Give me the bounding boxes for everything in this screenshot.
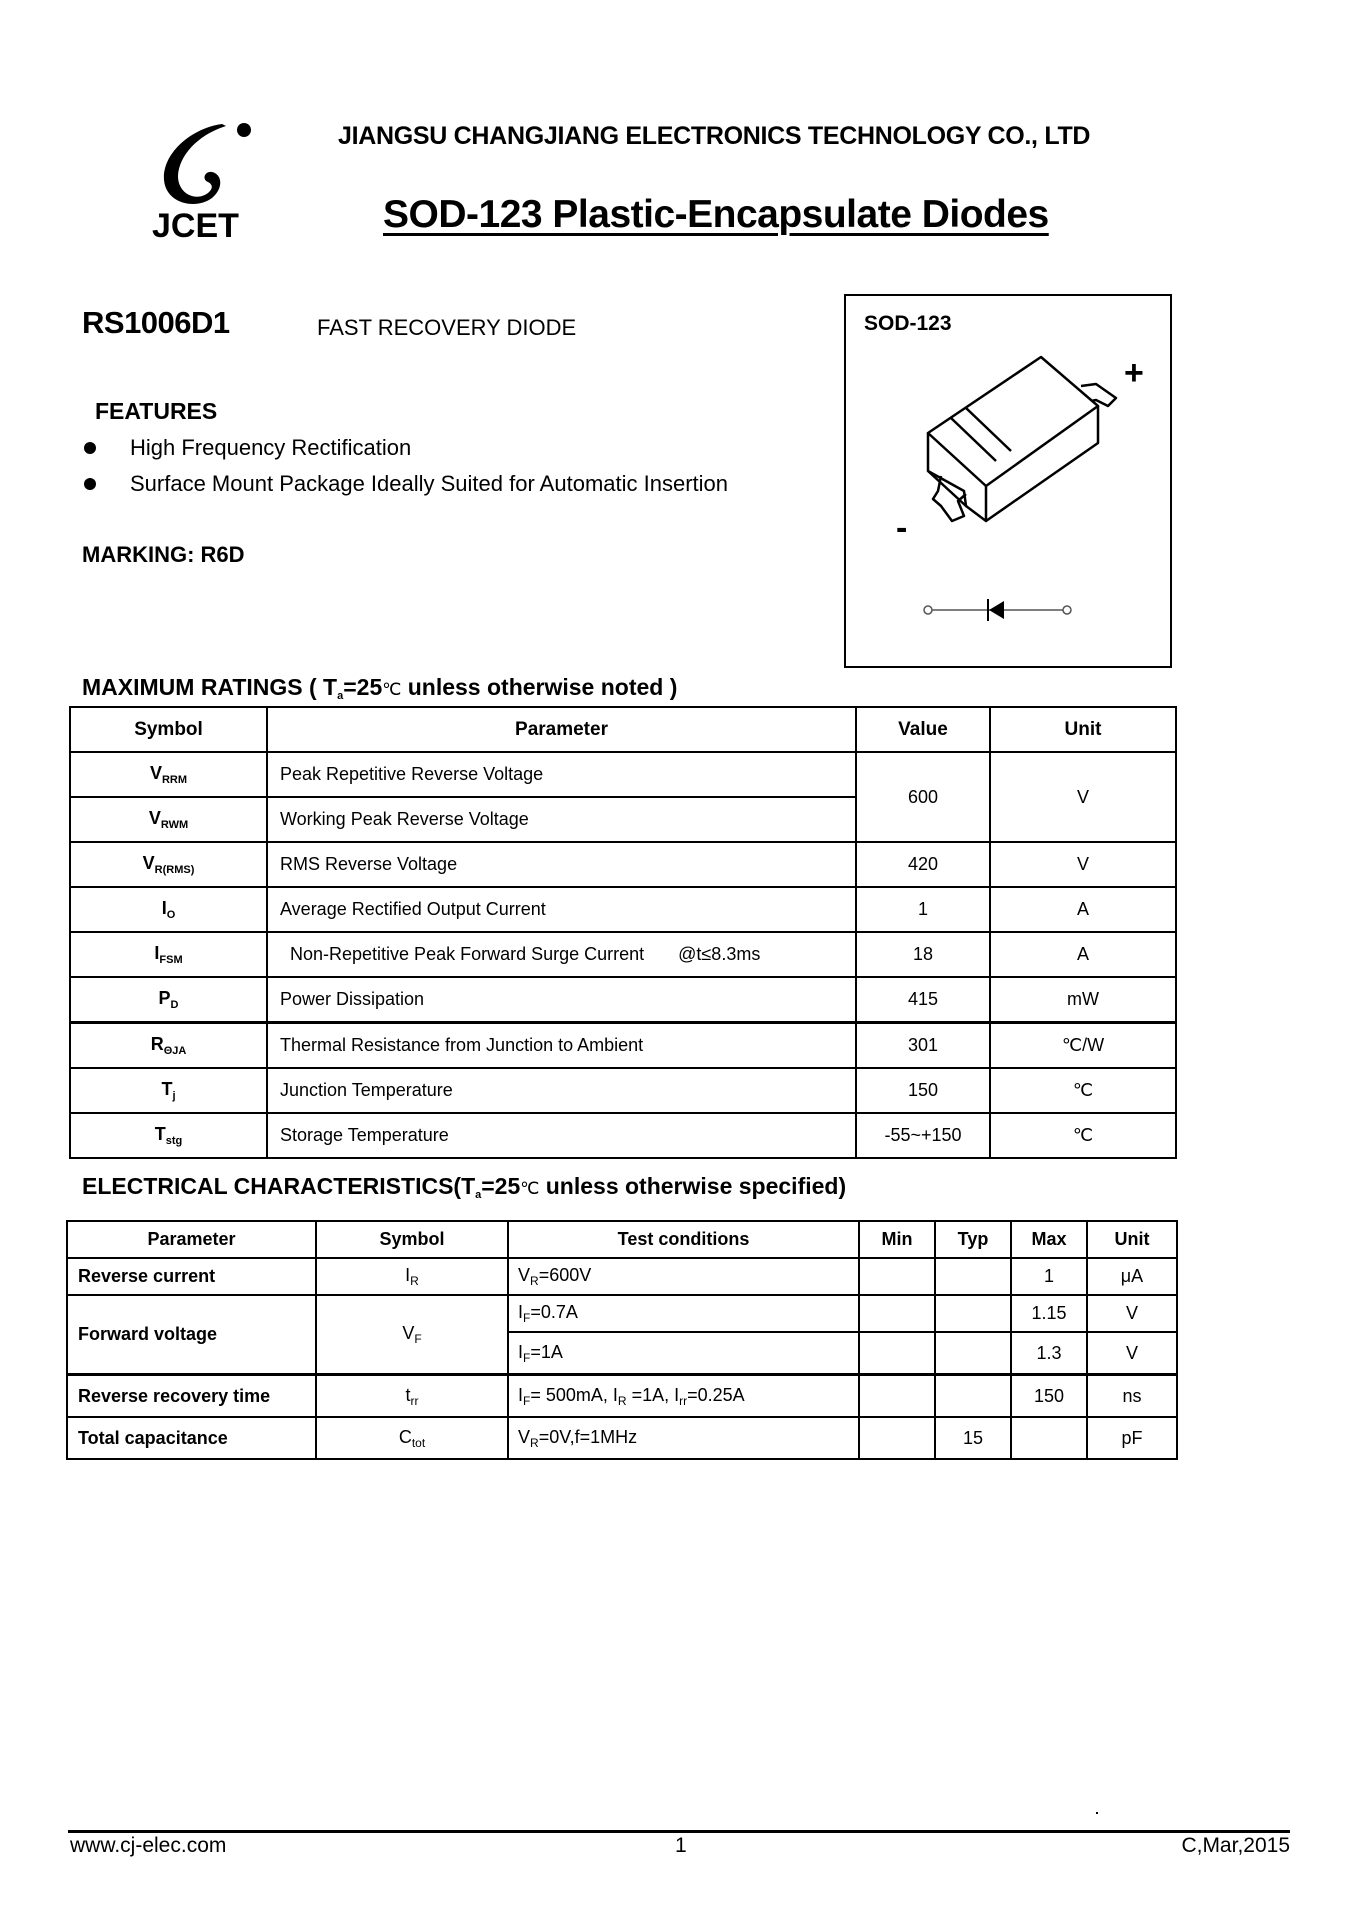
unit-cell: mW (990, 977, 1176, 1023)
parameter-cell: Non-Repetitive Peak Forward Surge Current @t≤8.3ms (267, 932, 856, 977)
marking-code: MARKING: R6D (82, 542, 245, 567)
unit-cell: V (990, 752, 1176, 842)
feature-text: Surface Mount Package Ideally Suited for Automatic Insertion (130, 471, 728, 496)
features-heading: FEATURES (95, 398, 218, 424)
min-cell (859, 1375, 935, 1418)
electrical-characteristics-table (66, 1220, 1178, 1460)
table-row (67, 1375, 1177, 1418)
bullet-icon (84, 442, 96, 454)
package-label: SOD-123 (864, 312, 952, 335)
test-condition-cell: $I_F=0.7A$ (508, 1295, 859, 1332)
column-header: Typ (935, 1221, 1011, 1258)
feature-text: High Frequency Rectification (130, 435, 412, 460)
column-header: Unit (1087, 1221, 1177, 1258)
feature-item (82, 430, 728, 466)
company-name: JIANGSU CHANGJIANG ELECTRONICS TECHNOLOGY CO., LTD (338, 122, 1091, 150)
table-row (67, 1295, 1177, 1332)
column-header: Min (859, 1221, 935, 1258)
test-condition-cell: $I_F= 500mA$, $I_R =1A$, $I_{rr}=0.25A$ (508, 1375, 859, 1418)
min-cell (859, 1417, 935, 1459)
parameter-cell: Forward voltage (67, 1295, 316, 1375)
parameter-cell: Junction Temperature (267, 1068, 856, 1113)
sod123-package-icon (846, 296, 1174, 670)
value-cell: 150 (856, 1068, 990, 1113)
symbol-cell: $T_j$ (70, 1068, 267, 1113)
min-cell (859, 1295, 935, 1332)
parameter-cell: Reverse current (67, 1258, 316, 1295)
table-row (70, 887, 1176, 932)
test-condition-cell: $V_R=600V$ (508, 1258, 859, 1295)
symbol-cell: $T_{stg}$ (70, 1113, 267, 1158)
symbol-cell: $C_{tot}$ (316, 1417, 508, 1459)
max-cell: 1.3 (1011, 1332, 1087, 1375)
typ-cell: 15 (935, 1417, 1011, 1459)
symbol-cell: $P_D$ (70, 977, 267, 1023)
parameter-cell: Working Peak Reverse Voltage (267, 797, 856, 842)
jcet-logo-icon (152, 118, 262, 213)
unit-cell: V (990, 842, 1176, 887)
min-cell (859, 1258, 935, 1295)
parameter-cell: Average Rectified Output Current (267, 887, 856, 932)
parameter-cell: Power Dissipation (267, 977, 856, 1023)
page-number: 1 (675, 1834, 687, 1857)
unit-cell: ℃ (990, 1068, 1176, 1113)
unit-cell: A (990, 887, 1176, 932)
parameter-cell: Reverse recovery time (67, 1375, 316, 1418)
unit-cell: ns (1087, 1375, 1177, 1418)
table-row (70, 977, 1176, 1023)
symbol-cell: $t_{rr}$ (316, 1375, 508, 1418)
unit-cell: A (990, 932, 1176, 977)
parameter-cell: Thermal Resistance from Junction to Ambient (267, 1023, 856, 1069)
parameter-cell: Storage Temperature (267, 1113, 856, 1158)
unit-cell: V (1087, 1295, 1177, 1332)
part-number: RS1006D1 (82, 305, 230, 340)
value-cell: 18 (856, 932, 990, 977)
max-cell: 1.15 (1011, 1295, 1087, 1332)
test-condition-cell: $I_F=1A$ (508, 1332, 859, 1375)
stray-dot (1096, 1812, 1098, 1814)
condition-text: @t≤8.3ms (678, 944, 761, 964)
symbol-cell: $I_O$ (70, 887, 267, 932)
parameter-cell: Total capacitance (67, 1417, 316, 1459)
symbol-cell: $R_{\Theta JA}$ (70, 1023, 267, 1069)
unit-cell: ℃ (990, 1113, 1176, 1158)
value-cell: -55~+150 (856, 1113, 990, 1158)
table-row (67, 1417, 1177, 1459)
unit-cell: V (1087, 1332, 1177, 1375)
max-cell: 1 (1011, 1258, 1087, 1295)
unit-cell: ℃/W (990, 1023, 1176, 1069)
typ-cell (935, 1332, 1011, 1375)
table-row (67, 1258, 1177, 1295)
column-header: Value (856, 707, 990, 752)
revision-date: C,Mar,2015 (1181, 1834, 1290, 1857)
table-row (70, 932, 1176, 977)
value-cell: 301 (856, 1023, 990, 1069)
table-row (70, 1068, 1176, 1113)
unit-cell: μA (1087, 1258, 1177, 1295)
max-cell: 150 (1011, 1375, 1087, 1418)
max-cell (1011, 1417, 1087, 1459)
symbol-cell: $V_{RRM}$ (70, 752, 267, 797)
table-header-row (70, 707, 1176, 752)
value-cell: 420 (856, 842, 990, 887)
bullet-icon (84, 478, 96, 490)
symbol-cell: $V_{RWM}$ (70, 797, 267, 842)
footer-divider (68, 1830, 1290, 1833)
symbol-cell: $V_{R(RMS)}$ (70, 842, 267, 887)
symbol-cell: $V_F$ (316, 1295, 508, 1375)
features-list (82, 430, 728, 502)
cathode-minus-label: - (896, 509, 908, 547)
feature-item (82, 466, 728, 502)
parameter-cell: Peak Repetitive Reverse Voltage (267, 752, 856, 797)
test-condition-cell: $V_R=0V,f=1MHz$ (508, 1417, 859, 1459)
document-title: SOD-123 Plastic-Encapsulate Diodes (383, 193, 1049, 236)
symbol-cell: $I_R$ (316, 1258, 508, 1295)
table-row (70, 1023, 1176, 1069)
column-header: Unit (990, 707, 1176, 752)
table-header-row (67, 1221, 1177, 1258)
package-diagram (844, 294, 1172, 668)
unit-cell: pF (1087, 1417, 1177, 1459)
typ-cell (935, 1375, 1011, 1418)
column-header: Symbol (316, 1221, 508, 1258)
column-header: Symbol (70, 707, 267, 752)
value-cell: 1 (856, 887, 990, 932)
table-row (70, 752, 1176, 797)
column-header: Test conditions (508, 1221, 859, 1258)
value-cell: 415 (856, 977, 990, 1023)
anode-plus-label: + (1124, 354, 1144, 392)
max-ratings-table (69, 706, 1177, 1159)
max-ratings-title: MAXIMUM RATINGS ( $T_a=25℃$ unless otherwise noted ) (82, 674, 678, 702)
value-cell: 600 (856, 752, 990, 842)
symbol-cell: $I_{FSM}$ (70, 932, 267, 977)
part-description: FAST RECOVERY DIODE (317, 315, 577, 340)
min-cell (859, 1332, 935, 1375)
table-row (70, 842, 1176, 887)
column-header: Parameter (267, 707, 856, 752)
footer-website-link[interactable]: www.cj-elec.com (70, 1834, 227, 1857)
electrical-characteristics-title: ELECTRICAL $CHARACTERISTICS(T_a=25℃$ unless otherwise specified) (82, 1173, 847, 1201)
column-header: Max (1011, 1221, 1087, 1258)
column-header: Parameter (67, 1221, 316, 1258)
typ-cell (935, 1258, 1011, 1295)
logo-text: JCET (152, 207, 239, 245)
diode-symbol-icon (924, 599, 1071, 621)
parameter-cell: RMS Reverse Voltage (267, 842, 856, 887)
typ-cell (935, 1295, 1011, 1332)
table-row (70, 1113, 1176, 1158)
company-logo (148, 118, 268, 248)
